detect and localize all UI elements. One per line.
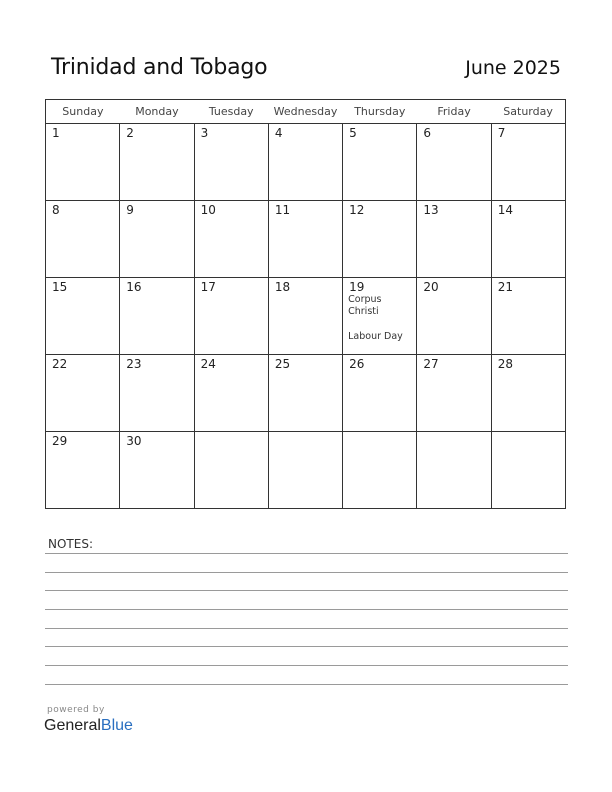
calendar-country-title: Trinidad and Tobago	[51, 55, 268, 80]
day-cell-empty	[491, 432, 565, 509]
notes-line	[45, 684, 568, 685]
day-number: 7	[497, 126, 506, 140]
day-number: 9	[126, 203, 134, 217]
week-row	[46, 278, 566, 355]
day-number	[195, 432, 268, 434]
day-cell	[194, 124, 268, 201]
weekday-header: Thursday	[343, 100, 417, 124]
day-cell	[46, 124, 120, 201]
day-cell	[491, 201, 565, 278]
day-cell	[417, 201, 491, 278]
generalblue-logo	[44, 717, 133, 735]
day-number: 26	[349, 357, 365, 371]
day-number: 20	[423, 280, 439, 294]
day-cell	[46, 278, 120, 355]
day-number: 25	[274, 357, 291, 371]
calendar-month-title: June 2025	[465, 57, 561, 79]
day-number: 1	[52, 126, 60, 140]
day-cell	[343, 124, 417, 201]
day-cell	[120, 201, 194, 278]
day-cell	[417, 278, 491, 355]
day-number: 2	[126, 126, 134, 140]
day-number: 23	[126, 357, 142, 371]
day-number: 30	[126, 434, 142, 448]
day-cell-empty	[194, 432, 268, 509]
week-row	[46, 124, 566, 201]
day-cell	[268, 201, 342, 278]
day-cell	[46, 432, 120, 509]
day-number: 21	[497, 280, 513, 294]
day-number: 12	[349, 203, 365, 217]
notes-line	[45, 609, 568, 610]
day-number: 19	[349, 280, 365, 294]
notes-line	[45, 553, 568, 554]
day-number: 3	[200, 126, 209, 140]
day-number: 24	[200, 357, 216, 371]
day-cell	[491, 355, 565, 432]
notes-line	[45, 572, 568, 573]
powered-by-text: powered by	[47, 705, 105, 715]
week-row	[46, 201, 566, 278]
day-number	[492, 432, 565, 434]
day-cell-empty	[417, 432, 491, 509]
day-cell	[46, 355, 120, 432]
day-number: 22	[52, 357, 68, 371]
day-cell	[268, 124, 342, 201]
day-cell	[343, 355, 417, 432]
calendar-grid	[45, 99, 566, 509]
day-number: 14	[497, 203, 513, 217]
day-cell	[491, 278, 565, 355]
weekday-header-row	[46, 100, 566, 124]
holiday-event: Corpus Christi	[348, 294, 382, 317]
weekday-header: Sunday	[46, 100, 120, 124]
day-number: 8	[52, 203, 60, 217]
brand-general: General	[44, 717, 101, 734]
day-number	[343, 432, 416, 434]
weekday-header: Friday	[417, 100, 491, 124]
week-row	[46, 355, 566, 432]
day-number: 16	[126, 280, 142, 294]
day-number: 5	[349, 126, 357, 140]
day-cell	[194, 278, 268, 355]
day-number: 6	[423, 126, 432, 140]
day-cell	[46, 201, 120, 278]
day-cell	[194, 355, 268, 432]
brand-blue: Blue	[100, 717, 133, 734]
day-number: 18	[274, 280, 291, 294]
day-number: 15	[52, 280, 68, 294]
day-number	[269, 432, 342, 434]
day-number: 13	[423, 203, 439, 217]
day-cell	[120, 278, 194, 355]
day-cell-empty	[268, 432, 342, 509]
day-number	[417, 432, 490, 434]
day-cell-empty	[343, 432, 417, 509]
weekday-header: Monday	[120, 100, 194, 124]
day-cell	[120, 432, 194, 509]
notes-line	[45, 646, 568, 647]
day-number: 11	[274, 203, 291, 217]
day-cell	[268, 278, 342, 355]
day-number: 28	[497, 357, 513, 371]
day-cell	[343, 201, 417, 278]
day-cell	[120, 124, 194, 201]
day-cell	[491, 124, 565, 201]
notes-line	[45, 628, 568, 629]
day-cell	[417, 355, 491, 432]
day-cell	[194, 201, 268, 278]
week-row	[46, 432, 566, 509]
weekday-header: Saturday	[491, 100, 565, 124]
day-number: 4	[274, 126, 283, 140]
day-cell	[417, 124, 491, 201]
weekday-header: Wednesday	[268, 100, 342, 124]
day-cell	[268, 355, 342, 432]
holiday-event: Labour Day	[348, 331, 403, 342]
day-number: 29	[52, 434, 68, 448]
notes-label: NOTES:	[48, 537, 93, 551]
weekday-header: Tuesday	[194, 100, 268, 124]
day-number: 17	[200, 280, 216, 294]
notes-line	[45, 665, 568, 666]
day-cell	[120, 355, 194, 432]
day-cell-holiday	[343, 278, 417, 355]
day-number: 27	[423, 357, 439, 371]
day-number: 10	[200, 203, 216, 217]
notes-line	[45, 590, 568, 591]
